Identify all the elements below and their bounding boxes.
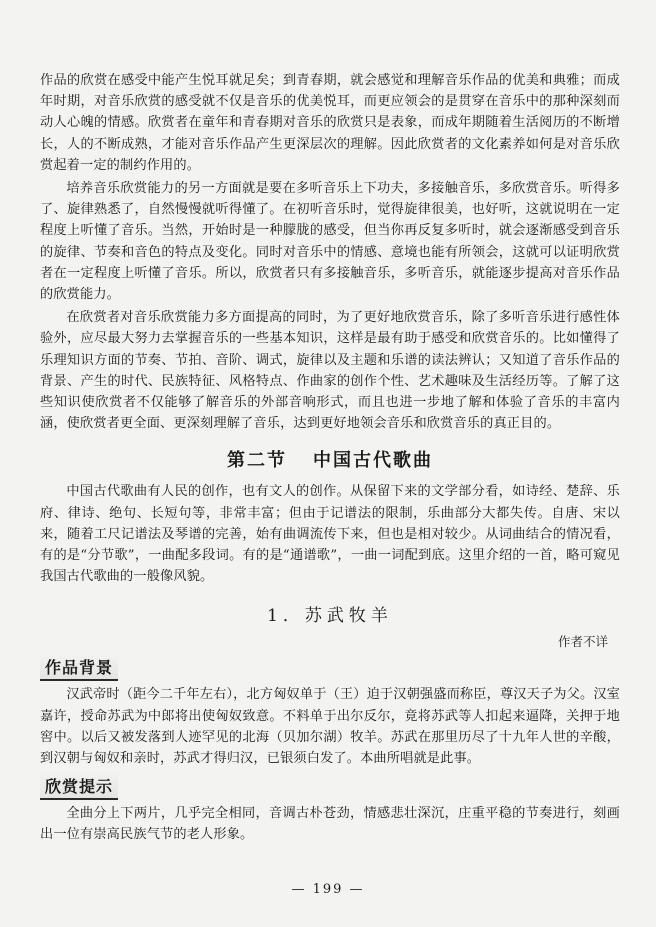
- section-number: 第二节: [227, 450, 287, 472]
- section-heading: [40, 446, 620, 472]
- tips-heading: 欣赏提示: [40, 773, 118, 800]
- background-heading: 作品背景: [40, 654, 118, 681]
- paragraph-knowledge: 在欣赏者对音乐欣赏能力多方面提高的同时，为了更好地欣赏音乐，除了多听音乐进行感性体验外，应尽最大努力去掌握音乐的一些基本知识，这样是最有助于感受和欣赏音乐的。比如懂得了乐理知识方面的节奏、节拍、音阶、调式，旋律以及主题和乐谱的读法辨认；又知道了音乐作品的背景、产生的时代、民族特征、风格特点、作曲家的创作个性、艺术趣味及生活经历等。了解了这些知识使欣赏者不仅能够了解音乐的外部音响形式，而且也进一步地了解和体验了音乐的丰富内涵，使欣赏者更全面、更深刻理解了音乐，达到更好地领会音乐和欣赏音乐的真正目的。: [40, 310, 620, 432]
- background-text: 汉武帝时（距今二千年左右），北方匈奴单于（王）迫于汉朝强盛而称臣，尊汉天子为父。汉室嘉许，授命苏武为中郎将出使匈奴致意。不料单于出尔反尔，竟将苏武等人扣起来逼降，关押于地窖中。以后又被发落到人迹罕见的北海（贝加尔湖）牧羊。苏武在那里历尽了十九年人世的辛酸，到汉朝与匈奴和亲时，苏武才得归汉，已银须白发了。本曲所唱就是此事。: [40, 687, 620, 767]
- tips-text: 全曲分上下两片，几乎完全相同，音调古朴苍劲，情感悲壮深沉，庄重平稳的节奏进行，刻画出一位有崇高民族气节的老人形象。: [40, 806, 620, 843]
- paragraph-listening: 培养音乐欣赏能力的另一方面就是要在多听音乐上下功夫，多接触音乐，多欣赏音乐。听得多了、旋律熟悉了，自然慢慢就听得懂了。在初听音乐时，觉得旋律很美，也好听，这就说明在一定程度上听懂了音乐。当然，开始时是一种朦胧的感受，但当你再反复多听时，就会逐渐感受到音乐的旋律、节奏和音色的特点及变化。同时对音乐中的情感、意境也能有所领会，这就可以证明欣赏者在一定程度上听懂了音乐。所以，欣赏者只有多接触音乐，多听音乐，就能逐步提高对音乐作品的欣赏能力。: [40, 181, 620, 303]
- page-number: — 199 —: [291, 882, 365, 897]
- song-title: 1．苏武牧羊: [267, 606, 393, 627]
- section-title: 中国古代歌曲: [313, 450, 433, 472]
- song-author: 作者不详: [557, 634, 608, 650]
- section-intro: 中国古代歌曲有人民的创作，也有文人的创作。从保留下来的文学部分看，如诗经、楚辞、乐府、律诗、绝句、长短句等，非常丰富；但由于记谱法的限制，乐曲部分大都失传。自唐、宋以来，随着工尺记谱法及琴谱的完善，始有曲调流传下来，但也是相对较少。从词曲结合的情况看，有的是“分节歌”，一曲配多段词。有的是“通谱歌”，一曲一词配到底。这里介绍的一首，略可窥见我国古代歌曲的一般像风貌。: [40, 484, 620, 585]
- page-content: [40, 70, 620, 846]
- paragraph-continuation: 作品的欣赏在感受中能产生悦耳就足矣；到青春期，就会感觉和理解音乐作品的优美和典雅；而成年时期，对音乐欣赏的感受就不仅是音乐的优美悦耳，而更应领会的是贯穿在音乐中的那种深刻而动人心魄的情感。欣赏者在童年和青春期对音乐的欣赏只是表象，而成年期随着生活阅历的不断增长，人的不断成熟，才能对音乐作品产生更深层次的理解。因此欣赏者的文化素养如何是对音乐欣赏起着一定的制约作用的。: [40, 73, 620, 173]
